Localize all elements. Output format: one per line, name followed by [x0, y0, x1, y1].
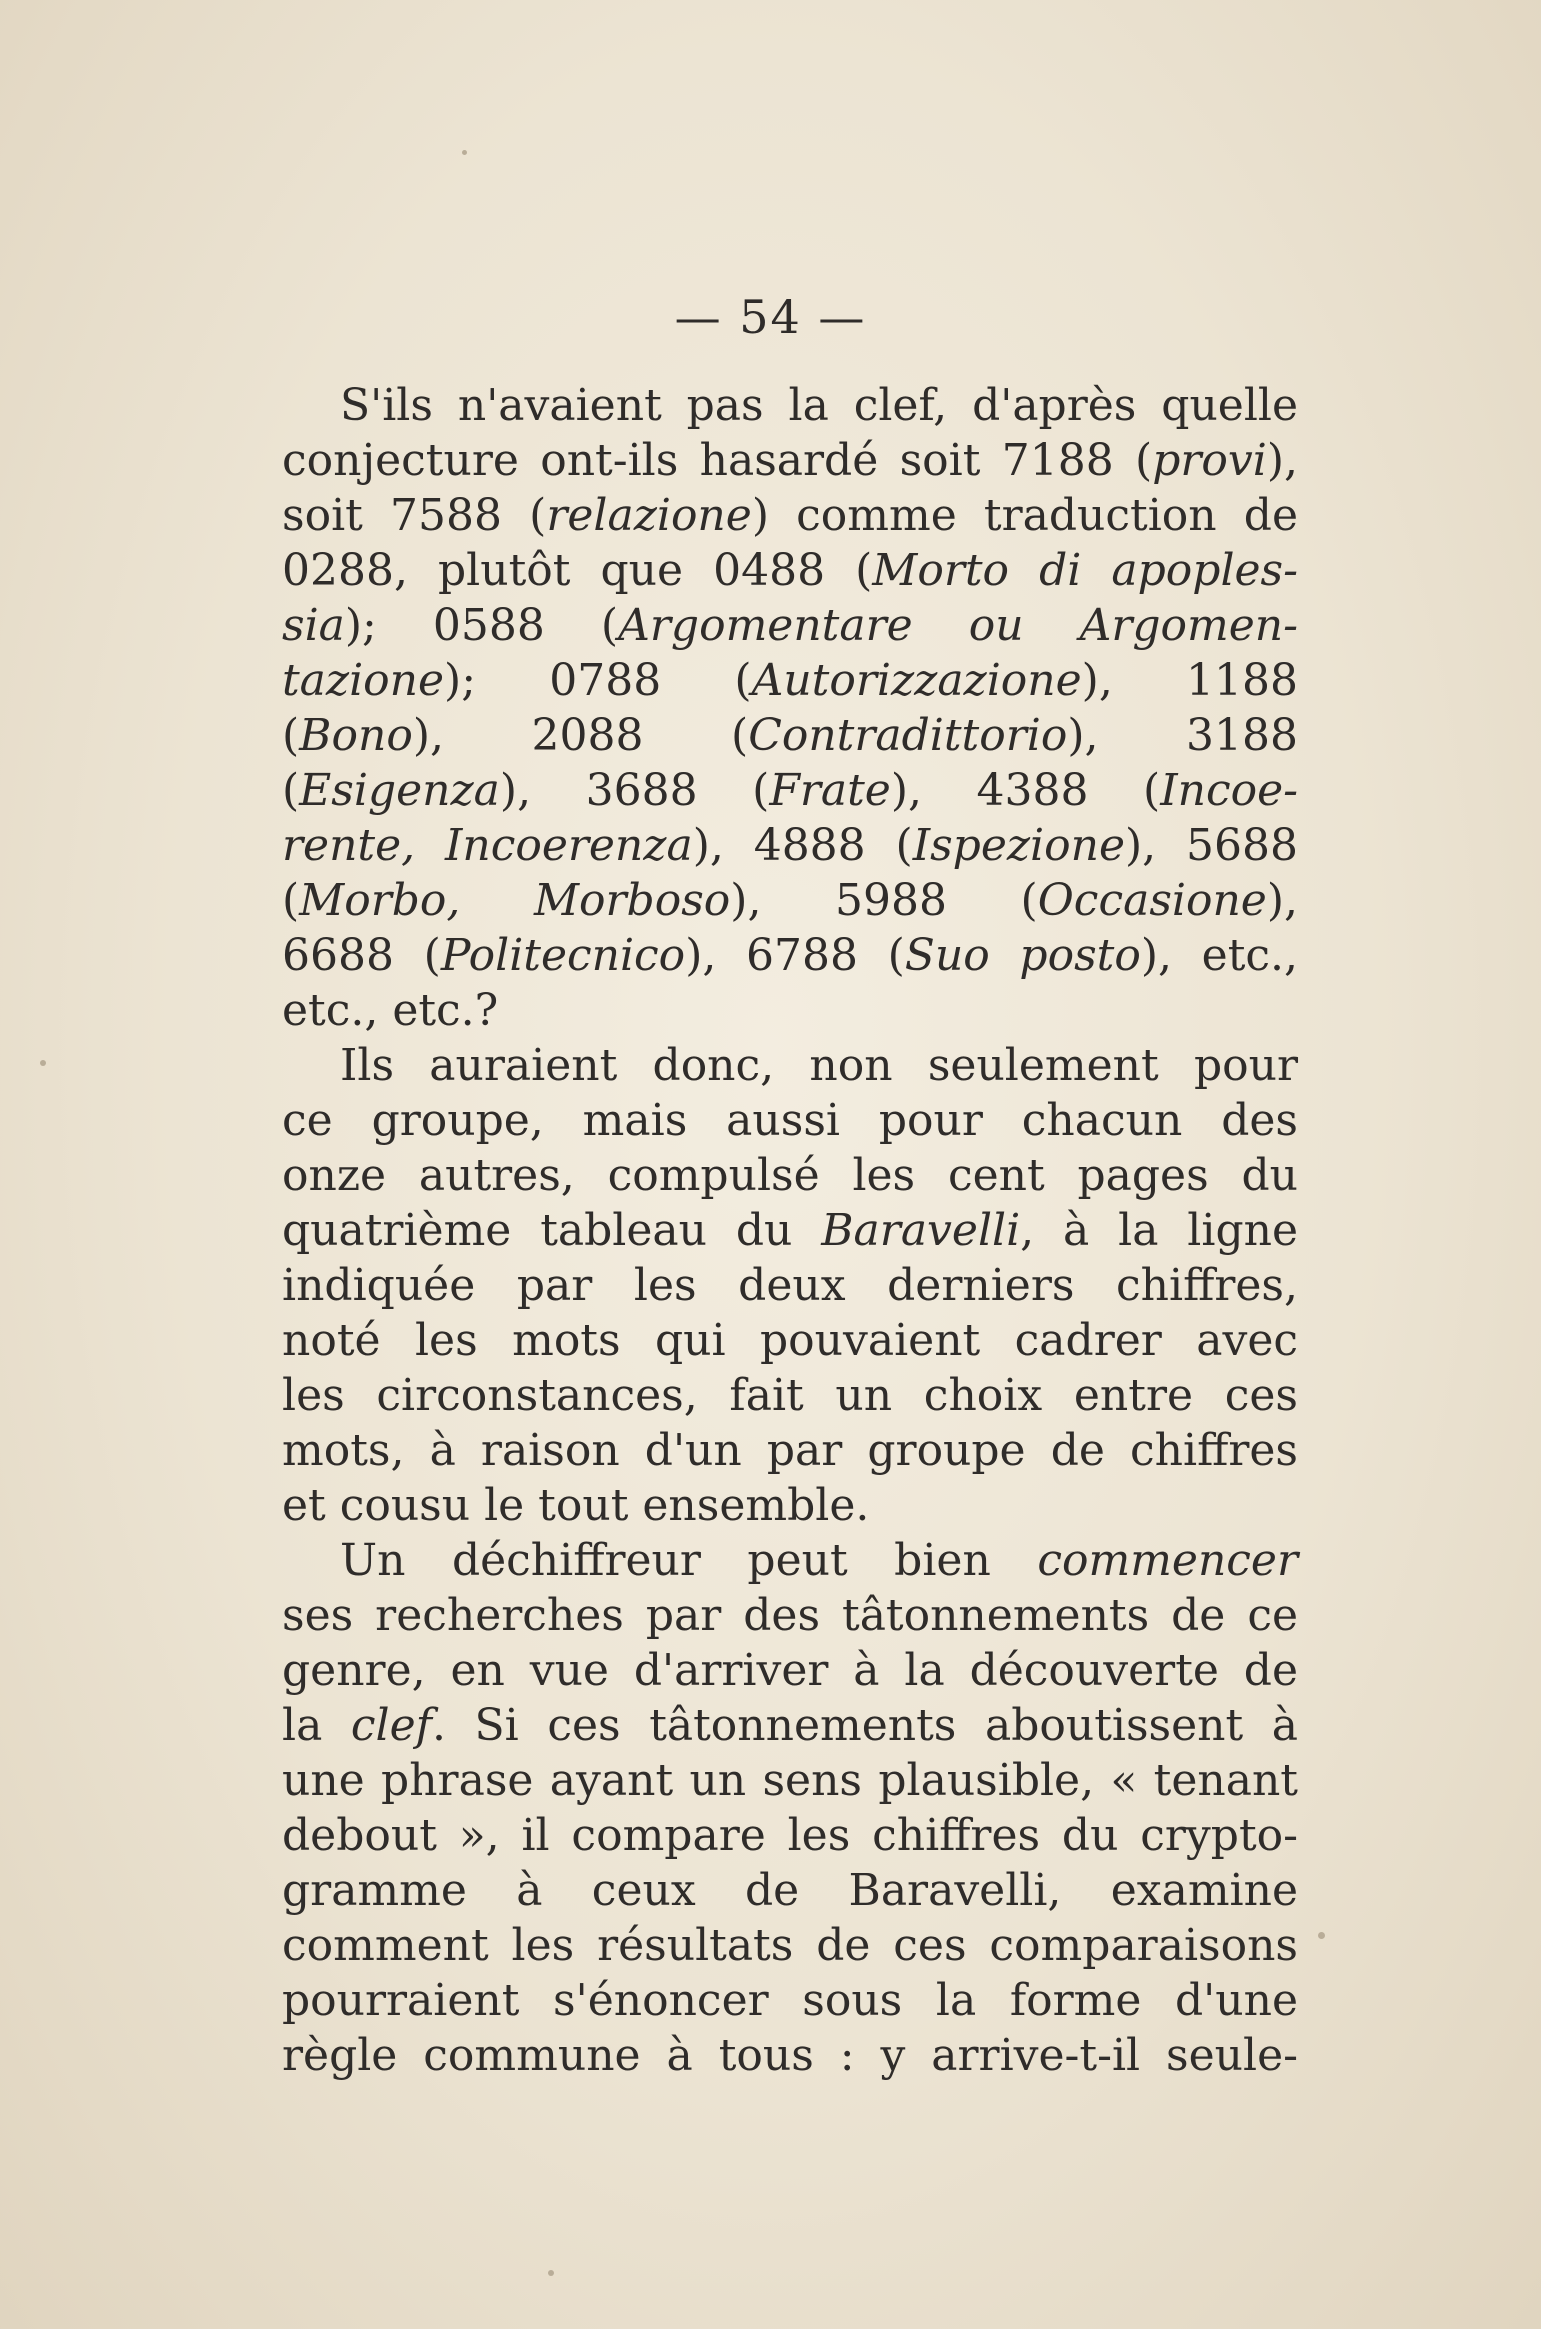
italic-span: Occasione [1037, 875, 1267, 926]
text-line [282, 1038, 1298, 1093]
italic-span: Incoe- [1160, 765, 1298, 816]
text-span: conjecture ont-ils hasardé soit 7188 ( [282, 435, 1153, 486]
text-span: ce groupe, mais aussi pour chacun des [282, 1095, 1298, 1146]
paper-speck [40, 1060, 46, 1066]
text-line [282, 598, 1298, 653]
italic-span: Morbo, Morboso [299, 875, 731, 926]
text-span: ), 2088 ( [412, 710, 749, 761]
text-span: . Si ces tâtonnements aboutissent à [431, 1700, 1298, 1751]
text-span: ( [282, 710, 300, 761]
italic-span: Esigenza [299, 765, 500, 816]
text-span: ), 5688 [1125, 820, 1298, 871]
text-span: ), [1266, 435, 1298, 486]
italic-span: tazione [282, 655, 445, 706]
paper-speck [548, 2270, 554, 2276]
text-span: ), etc., [1140, 930, 1298, 981]
text-span: Ils auraient donc, non seulement pour [340, 1040, 1298, 1091]
text-span: 6688 ( [282, 930, 441, 981]
italic-span: sia [282, 600, 345, 651]
text-line [282, 1698, 1298, 1753]
text-span: pourraient s'énoncer sous la forme d'une [282, 1975, 1298, 2026]
text-span: quatrième tableau du [282, 1205, 822, 1256]
text-span: ( [282, 875, 300, 926]
text-span: soit 7588 ( [282, 490, 547, 541]
body-text [282, 378, 1298, 2083]
text-span: une phrase ayant un sens plausible, « tenant [282, 1755, 1298, 1806]
text-line [282, 1533, 1298, 1588]
italic-span: Frate [769, 765, 891, 816]
paper-speck [1318, 1932, 1325, 1939]
text-span: ), 6788 ( [685, 930, 905, 981]
text-span: et cousu le tout ensemble. [282, 1480, 870, 1531]
italic-span: Bono [299, 710, 413, 761]
text-span: ses recherches par des tâtonnements de ce [282, 1590, 1298, 1641]
italic-span: Autorizzazione [751, 655, 1082, 706]
text-span: ( [282, 765, 300, 816]
text-span: ), 3688 ( [499, 765, 770, 816]
italic-span: Ispezione [912, 820, 1125, 871]
text-span: , à la ligne [1020, 1205, 1298, 1256]
page-number: — 54 — [674, 290, 867, 344]
text-line [282, 1368, 1298, 1423]
text-span: ); 0588 ( [344, 600, 619, 651]
text-span: ), 5988 ( [730, 875, 1038, 926]
text-span: genre, en vue d'arriver à la découverte de [282, 1645, 1298, 1696]
text-span: ) comme traduction de [751, 490, 1298, 541]
text-line [282, 2028, 1298, 2083]
text-span: les circonstances, fait un choix entre ces [282, 1370, 1298, 1421]
text-span: debout », il compare les chiffres du crypto- [282, 1810, 1298, 1861]
text-span: ), 3188 [1067, 710, 1298, 761]
text-line [282, 763, 1298, 818]
text-line [282, 433, 1298, 488]
italic-span: commencer [1037, 1535, 1298, 1586]
text-span: règle commune à tous : y arrive-t-il seule- [282, 2030, 1298, 2081]
text-line [282, 1588, 1298, 1643]
text-line [282, 1973, 1298, 2028]
text-span: ); 0788 ( [444, 655, 752, 706]
italic-span: clef [350, 1700, 432, 1751]
text-span: ), [1266, 875, 1298, 926]
italic-span: Morto di apoples- [872, 545, 1298, 596]
italic-span: Suo posto [904, 930, 1141, 981]
text-line [282, 818, 1298, 873]
text-line [282, 378, 1298, 433]
text-line [282, 873, 1298, 928]
text-span: Un déchiffreur peut bien [340, 1535, 1038, 1586]
italic-span: rente, Incoerenza [282, 820, 693, 871]
text-span: gramme à ceux de Baravelli, examine [282, 1865, 1298, 1916]
paper-speck [462, 150, 467, 155]
text-span: 0288, plutôt que 0488 ( [282, 545, 873, 596]
text-span: ), 4888 ( [692, 820, 913, 871]
italic-span: Politecnico [440, 930, 686, 981]
text-line [282, 1753, 1298, 1808]
text-line [282, 1258, 1298, 1313]
text-line [282, 488, 1298, 543]
text-line [282, 1643, 1298, 1698]
text-line [282, 1863, 1298, 1918]
text-line [282, 1478, 1298, 1533]
italic-span: relazione [546, 490, 752, 541]
text-line [282, 1313, 1298, 1368]
italic-span: Contradittorio [748, 710, 1068, 761]
text-span: comment les résultats de ces comparaisons [282, 1920, 1298, 1971]
text-span: ), 4388 ( [890, 765, 1161, 816]
text-line [282, 1148, 1298, 1203]
text-line [282, 708, 1298, 763]
text-span: mots, à raison d'un par groupe de chiffres [282, 1425, 1298, 1476]
italic-span: Baravelli [821, 1205, 1021, 1256]
text-line [282, 928, 1298, 983]
text-line [282, 543, 1298, 598]
text-span: indiquée par les deux derniers chiffres, [282, 1260, 1298, 1311]
italic-span: Argomentare ou Argomen- [618, 600, 1298, 651]
italic-span: provi [1152, 435, 1267, 486]
text-line [282, 1203, 1298, 1258]
text-span: la [282, 1700, 351, 1751]
text-line [282, 653, 1298, 708]
text-line [282, 983, 1298, 1038]
text-span: ), 1188 [1081, 655, 1298, 706]
text-span: S'ils n'avaient pas la clef, d'après quelle [340, 380, 1298, 431]
text-span: noté les mots qui pouvaient cadrer avec [282, 1315, 1298, 1366]
text-line [282, 1423, 1298, 1478]
text-span: etc., etc.? [282, 985, 499, 1036]
text-span: onze autres, compulsé les cent pages du [282, 1150, 1298, 1201]
text-line [282, 1808, 1298, 1863]
text-line [282, 1918, 1298, 1973]
text-line [282, 1093, 1298, 1148]
